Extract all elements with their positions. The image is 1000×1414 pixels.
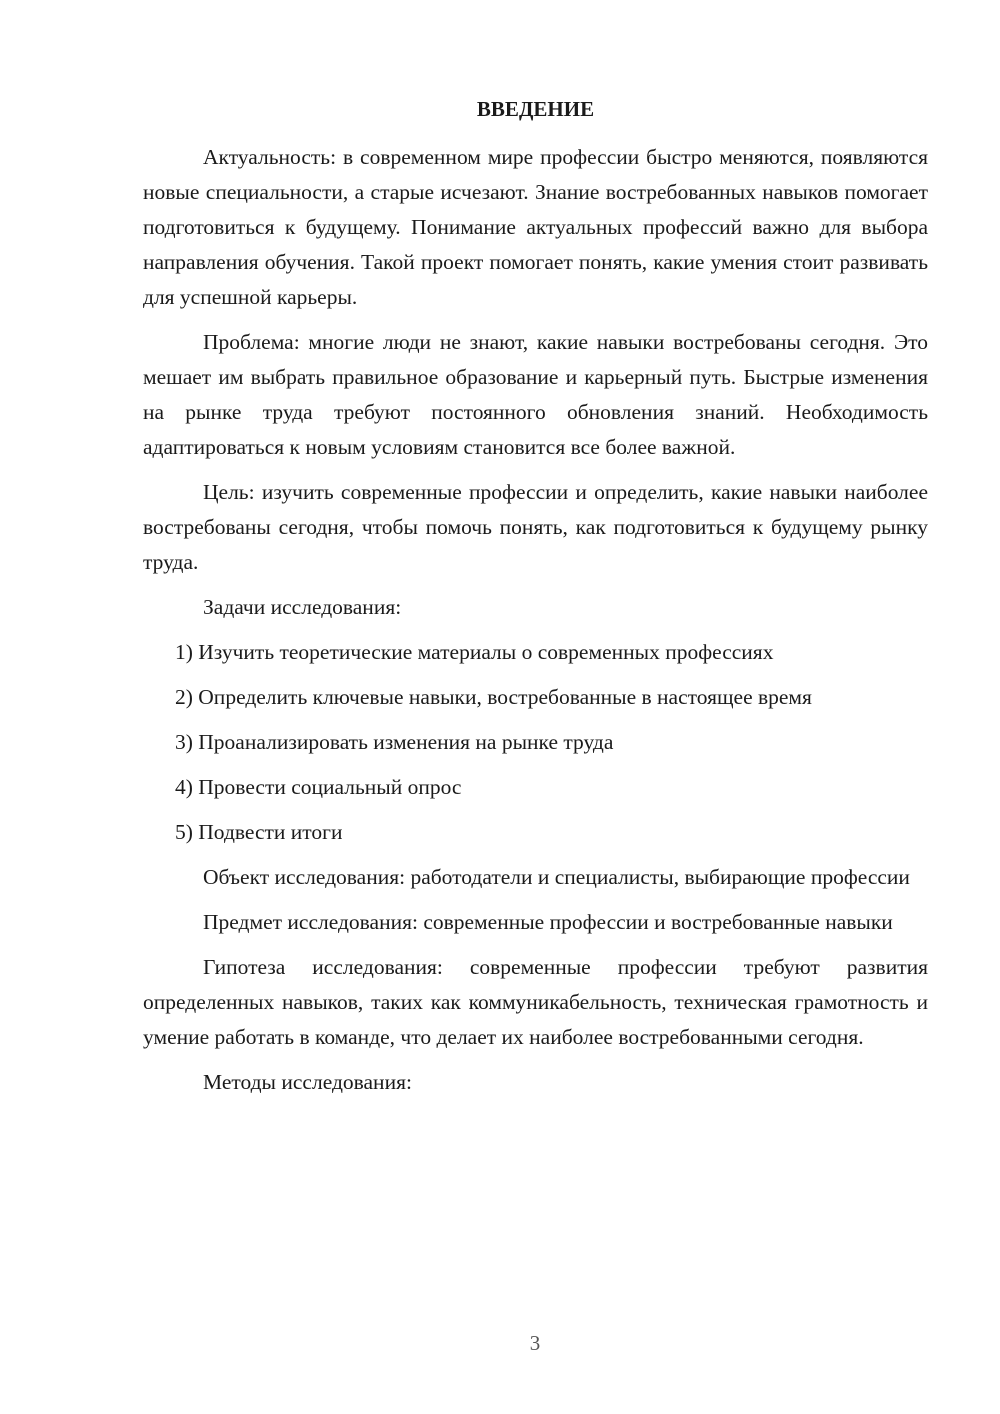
methods-heading: Методы исследования: — [203, 1070, 412, 1094]
document-page — [143, 92, 928, 1110]
list-item: 2) Определить ключевые навыки, востребованные в настоящее время — [175, 685, 812, 709]
list-item: 5) Подвести итоги — [175, 820, 343, 844]
relevance-paragraph: Актуальность: в современном мире профессии быстро меняются, появляются новые специальности, а старые исчезают. Знание востребованных навыков помогает подготовиться к будущему. Понимание актуальных профессий важно для выбора направления обучения. Такой проект помогает понять, какие умения стоит развивать для успешной карьеры. — [143, 145, 928, 309]
tasks-heading: Задачи исследования: — [203, 595, 402, 619]
problem-paragraph: Проблема: многие люди не знают, какие навыки востребованы сегодня. Это мешает им выбрать правильное образование и карьерный путь. Быстрые изменения на рынке труда требуют постоянного обновления знаний. Необходимость адаптироваться к новым условиям становится все более важной. — [143, 330, 928, 459]
hypothesis-paragraph: Гипотеза исследования: современные профессии требуют развития определенных навыков, таких как коммуникабельность, техническая грамотность и умение работать в команде, что делает их наиболее востребованными сегодня. — [143, 955, 928, 1049]
list-item: 3) Проанализировать изменения на рынке труда — [175, 730, 614, 754]
page-number: 3 — [529, 1331, 541, 1355]
page-title: ВВЕДЕНИЕ — [476, 97, 595, 121]
tasks-list — [143, 635, 928, 850]
goal-paragraph: Цель: изучить современные профессии и определить, какие навыки наиболее востребованы сегодня, чтобы помочь понять, как подготовиться к будущему рынку труда. — [143, 480, 928, 574]
subject-paragraph: Предмет исследования: современные профессии и востребованные навыки — [203, 910, 893, 934]
object-paragraph: Объект исследования: работодатели и специалисты, выбирающие профессии — [203, 865, 910, 889]
list-item: 1) Изучить теоретические материалы о современных профессиях — [175, 640, 774, 664]
list-item: 4) Провести социальный опрос — [175, 775, 462, 799]
